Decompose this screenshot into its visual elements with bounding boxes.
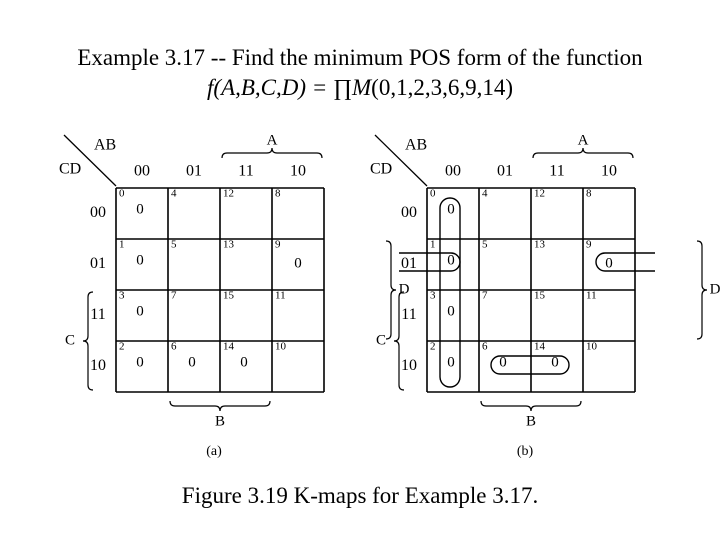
var-d-label: D: [709, 281, 720, 298]
cell-index: 13: [223, 238, 234, 251]
row-header: 11: [401, 306, 417, 324]
cell-index: 5: [171, 238, 177, 251]
var-d-label: D: [398, 281, 410, 298]
row-header: 01: [401, 255, 417, 273]
cell-index: 5: [482, 238, 488, 251]
ab-label: AB: [405, 136, 428, 154]
cell-value: 0: [240, 354, 248, 371]
cell-value: 0: [136, 354, 144, 371]
cell-index: 7: [171, 289, 177, 302]
figure-caption: Figure 3.19 K-maps for Example 3.17.: [181, 483, 539, 508]
cell-index: 14: [223, 340, 234, 353]
product-symbol: ∏: [333, 75, 352, 100]
cell-index: 0: [119, 187, 125, 200]
cell-index: 1: [119, 238, 125, 251]
row-header: 10: [90, 357, 106, 375]
cell-index: 15: [223, 289, 234, 302]
a-brace: [222, 148, 322, 158]
title-line-1: Example 3.17 -- Find the minimum POS form of the function: [77, 45, 643, 70]
col-header: 11: [549, 162, 565, 180]
a-brace: [533, 148, 633, 158]
cell-index: 3: [119, 289, 125, 302]
maxterm-symbol: M: [351, 75, 372, 100]
cell-index: 11: [586, 289, 597, 302]
cell-index: 9: [275, 238, 281, 251]
cell-value: 0: [447, 252, 455, 269]
cell-value: 0: [447, 303, 455, 320]
col-header: 11: [238, 162, 254, 180]
function-lhs: f(A,B,C,D) =: [207, 75, 334, 100]
cell-index: 3: [430, 289, 436, 302]
cell-index: 6: [482, 340, 488, 353]
cell-index: 10: [586, 340, 597, 353]
cell-index: 2: [119, 340, 125, 353]
cell-value: 0: [136, 201, 144, 218]
cell-index: 13: [534, 238, 545, 251]
cell-value: 0: [605, 255, 613, 272]
cell-index: 2: [430, 340, 436, 353]
cell-value: 0: [188, 354, 196, 371]
cell-index: 12: [534, 187, 545, 200]
col-header: 10: [601, 162, 617, 180]
cell-value: 0: [136, 252, 144, 269]
var-b-label: B: [525, 413, 537, 430]
maxterm-list: (0,1,2,3,6,9,14): [371, 75, 513, 100]
col-header: 01: [186, 162, 202, 180]
row-header: 10: [401, 357, 417, 375]
cell-value: 0: [499, 354, 507, 371]
b-brace: [170, 401, 270, 411]
d-brace: [697, 241, 707, 339]
col-header: 10: [290, 162, 306, 180]
cd-label: CD: [370, 160, 393, 178]
row-header: 00: [401, 204, 417, 222]
var-a-label: A: [577, 132, 589, 149]
var-c-label: C: [375, 332, 387, 349]
col-header: 00: [445, 162, 461, 180]
cell-index: 12: [223, 187, 234, 200]
sublabel: (b): [516, 444, 534, 460]
var-b-label: B: [214, 413, 226, 430]
kmap-b: [370, 132, 720, 459]
kmap-a: [59, 132, 410, 459]
cell-index: 8: [586, 187, 592, 200]
row-header: 01: [90, 255, 106, 273]
cell-index: 11: [275, 289, 286, 302]
cd-label: CD: [59, 160, 82, 178]
cell-value: 0: [447, 354, 455, 371]
cell-index: 1: [430, 238, 436, 251]
cell-index: 9: [586, 238, 592, 251]
b-brace: [481, 401, 581, 411]
cell-index: 4: [171, 187, 177, 200]
row-header: 11: [90, 306, 106, 324]
cell-index: 6: [171, 340, 177, 353]
cell-index: 10: [275, 340, 286, 353]
cell-index: 0: [430, 187, 436, 200]
cell-value: 0: [294, 255, 302, 272]
cell-value: 0: [136, 303, 144, 320]
ab-label: AB: [94, 136, 117, 154]
cell-index: 8: [275, 187, 281, 200]
var-c-label: C: [64, 332, 76, 349]
cell-index: 14: [534, 340, 545, 353]
var-a-label: A: [266, 132, 278, 149]
col-header: 00: [134, 162, 150, 180]
cell-value: 0: [447, 201, 455, 218]
cell-index: 4: [482, 187, 488, 200]
col-header: 01: [497, 162, 513, 180]
sublabel: (a): [206, 444, 222, 460]
cell-index: 7: [482, 289, 488, 302]
cell-value: 0: [551, 354, 559, 371]
cell-index: 15: [534, 289, 545, 302]
row-header: 00: [90, 204, 106, 222]
d-brace: [386, 241, 396, 339]
